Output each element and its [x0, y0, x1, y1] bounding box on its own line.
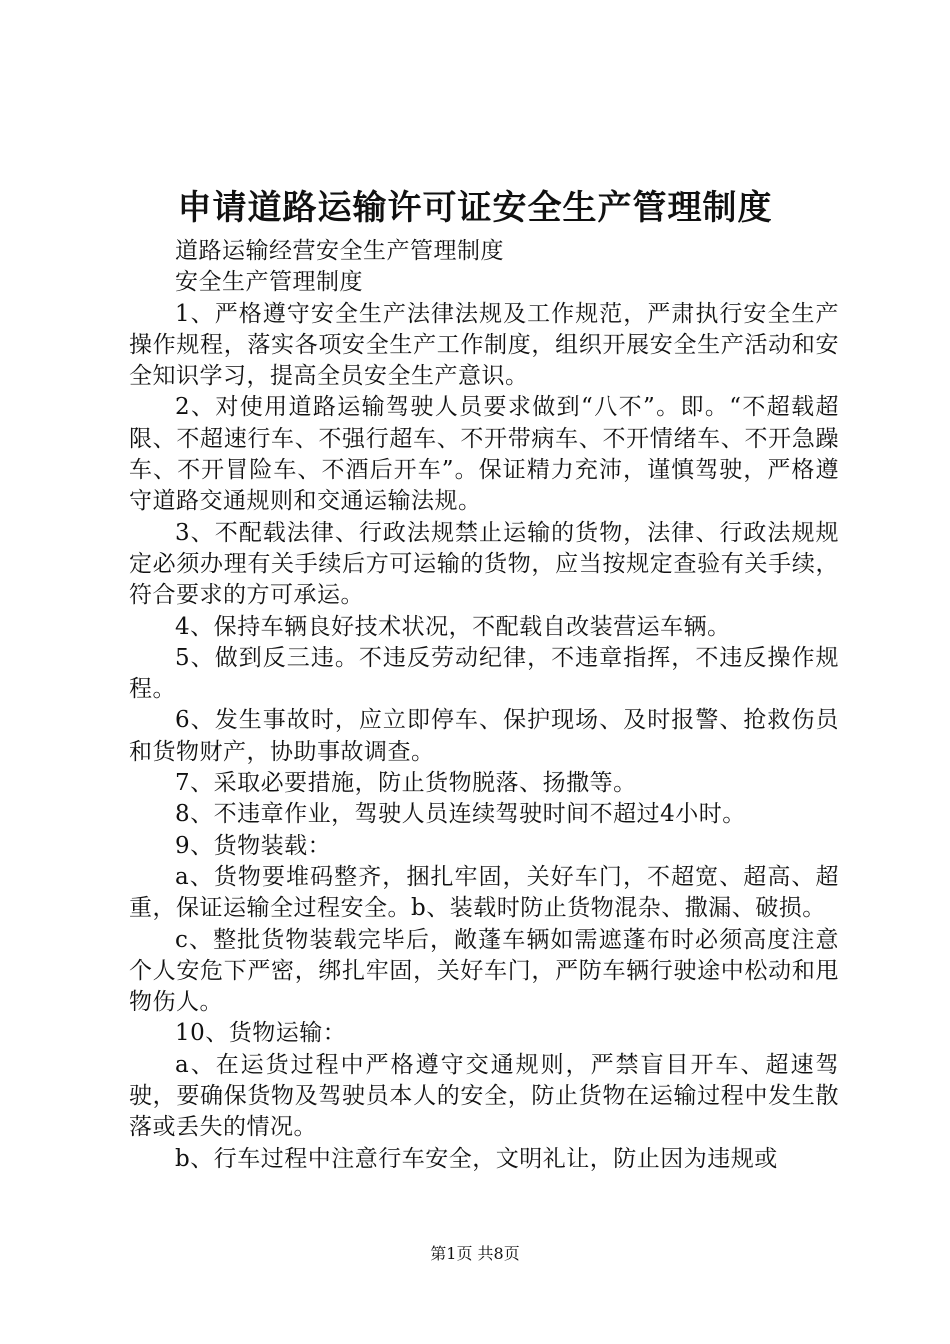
paragraph: c、整批货物装载完毕后，敞蓬车辆如需遮蓬布时必须高度注意个人安危下严密，绑扎牢固，关好车门，严防车辆行驶途中松动和甩物伤人。 [129, 926, 839, 1016]
paragraph: 6、发生事故时，应立即停车、保护现场、及时报警、抢救伤员和货物财产，协助事故调查。 [129, 707, 839, 765]
paragraph: 9、货物装载： [175, 832, 332, 859]
paragraph: b、行车过程中注意行车安全，文明礼让，防止因为违规或 [175, 1145, 778, 1172]
paragraph: 3、不配载法律、行政法规禁止运输的货物，法律、行政法规规定必须办理有关手续后方可运输的货物，应当按规定查验有关手续，符合要求的方可承运。 [129, 519, 839, 609]
page-footer: 第1页 共8页 [430, 1244, 520, 1263]
paragraph: 4、保持车辆良好技术状况，不配载自改装营运车辆。 [175, 613, 731, 640]
paragraph: 1、严格遵守安全生产法律法规及工作规范，严肃执行安全生产操作规程，落实各项安全生产工作制度，组织开展安全生产活动和安全知识学习，提高全员安全生产意识。 [129, 300, 839, 390]
paragraph: 5、做到反三违。不违反劳动纪律，不违章指挥，不违反操作规程。 [129, 644, 839, 703]
paragraph: 7、采取必要措施，防止货物脱落、扬撒等。 [175, 770, 637, 797]
paragraph: 道路运输经营安全生产管理制度 [175, 238, 504, 264]
document-title: 申请道路运输许可证安全生产管理制度 [177, 188, 773, 228]
paragraph: 10、货物运输： [175, 1020, 347, 1047]
paragraph: 2、对使用道路运输驾驶人员要求做到“八不”。即。“不超载超限、不超速行车、不强行超车、不开带病车、不开情绪车、不开急躁车、不开冒险车、不酒后开车”。保证精力充沛，谨慎驾驶，严格遵守道路交通规则和交通运输法规。 [129, 394, 839, 515]
paragraph: 8、不违章作业，驾驶人员连续驾驶时间不超过4小时。 [175, 801, 746, 828]
paragraph: 安全生产管理制度 [175, 269, 363, 296]
document-body [129, 236, 839, 1175]
paragraph: a、货物要堆码整齐，捆扎牢固，关好车门，不超宽、超高、超重，保证运输全过程安全。b、装载时防止货物混杂、撒漏、破损。 [129, 863, 839, 922]
paragraph: a、在运货过程中严格遵守交通规则，严禁盲目开车、超速驾驶，要确保货物及驾驶员本人的安全，防止货物在运输过程中发生散落或丢失的情况。 [129, 1051, 839, 1141]
